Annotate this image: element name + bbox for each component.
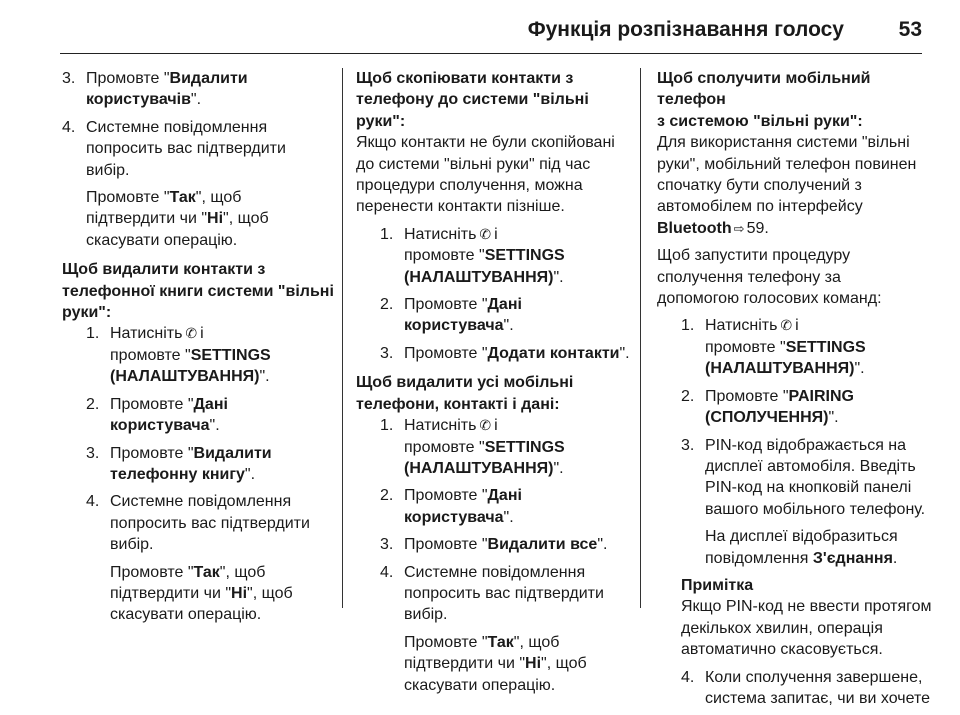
phone-icon: ✆ [479,225,492,242]
list-item: 4. Системне повідомлення попросить вас підтвердити вибір. Промовте "Так", щоб підтвердити чи "Ні", щоб скасувати операцію. [86,493,310,624]
list-item: 3. Промовте "Видалити все". [380,536,608,554]
column-right [657,68,932,715]
list-item: 1. Натисніть ✆ і промовте "SETTINGS (НАЛАШТУВАННЯ)". [380,417,565,477]
paragraph: Для використання системи "вільні руки", мобільний телефон повинен спочатку бути сполучений з автомобілем по інтерфейсу Bluetooth ⇨ 59. [657,132,932,239]
list-item: 2. Промовте "Дані користувача". [86,395,228,435]
note-title: Примітка [681,576,754,594]
list-item: 1. Натисніть ✆ і промовте "SETTINGS (НАЛАШТУВАННЯ)". [681,317,866,378]
page-header [60,10,922,54]
list-item: 4. Системне повідомлення попросить вас підтвердити вибір. Промовте "Так", щоб підтвердити чи "Ні", щоб скасувати операцію. [380,563,604,694]
list-item: 3. PIN-код відображається на дисплеї автомобіля. Введіть PIN-код на кнопковій панелі вашого мобільного телефону. На дисплеї відобразиться повідомлення З'єднання. [681,436,926,567]
list-item: 2. Промовте "Дані користувача". [380,487,522,526]
note-block: Примітка Якщо PIN-код не ввести протягом декількох хвилин, операція автоматично скасовується. [681,576,932,659]
phone-icon: ✆ [185,325,198,342]
section-heading: Щоб видалити контакти з телефонної книги системи "вільні руки": [62,261,334,322]
phone-icon: ✆ [780,317,793,334]
list-item: 2. Промовте "PAIRING (СПОЛУЧЕННЯ)". [681,387,854,427]
column-divider [640,68,641,608]
list-item: 3. Промовте "Видалити користувачів". [62,70,248,109]
list-item: 4. Коли сполучення завершене, система запитає, чи ви хочете [681,668,930,707]
list-item: 3. Промовте "Додати контакти". [380,344,630,362]
section-heading: Щоб сполучити мобільний телефон з системою "вільні руки": [657,70,871,130]
section-heading: Щоб видалити усі мобільні телефони, контакті і дані: [356,374,574,413]
list-item: 1. Натисніть ✆ і промовте "SETTINGS (НАЛАШТУВАННЯ)". [380,225,565,286]
paragraph: Щоб запустити процедуру сполучення телефону за допомогою голосових команд: [657,247,882,308]
page-reference-link[interactable]: 59. [746,219,769,237]
header-rule [60,53,922,54]
list-item: 4. Системне повідомлення попросить вас підтвердити вибір. Промовте "Так", щоб підтвердити чи "Ні", щоб скасувати операцію. [62,118,286,249]
phone-icon: ✆ [479,417,492,434]
list-item: 3. Промовте "Видалити телефонну книгу". [86,444,272,483]
page-number: 53 [898,18,922,41]
column-middle [356,68,631,702]
arrow-reference-icon: ⇨ [733,220,745,236]
list-item: 1. Натисніть ✆ і промовте "SETTINGS (НАЛАШТУВАННЯ)". [86,325,271,386]
paragraph: Якщо контакти не були скопійовані до системи "вільні руки" під час процедури сполучення, можна перенести контакти пізніше. [356,134,615,216]
page-title: Функція розпізнавання голосу [527,18,844,41]
column-divider [342,68,343,608]
list-item: 2. Промовте "Дані користувача". [380,296,522,335]
section-heading: Щоб скопіювати контакти з телефону до системи "вільні руки": [356,70,589,130]
column-left [62,68,337,632]
